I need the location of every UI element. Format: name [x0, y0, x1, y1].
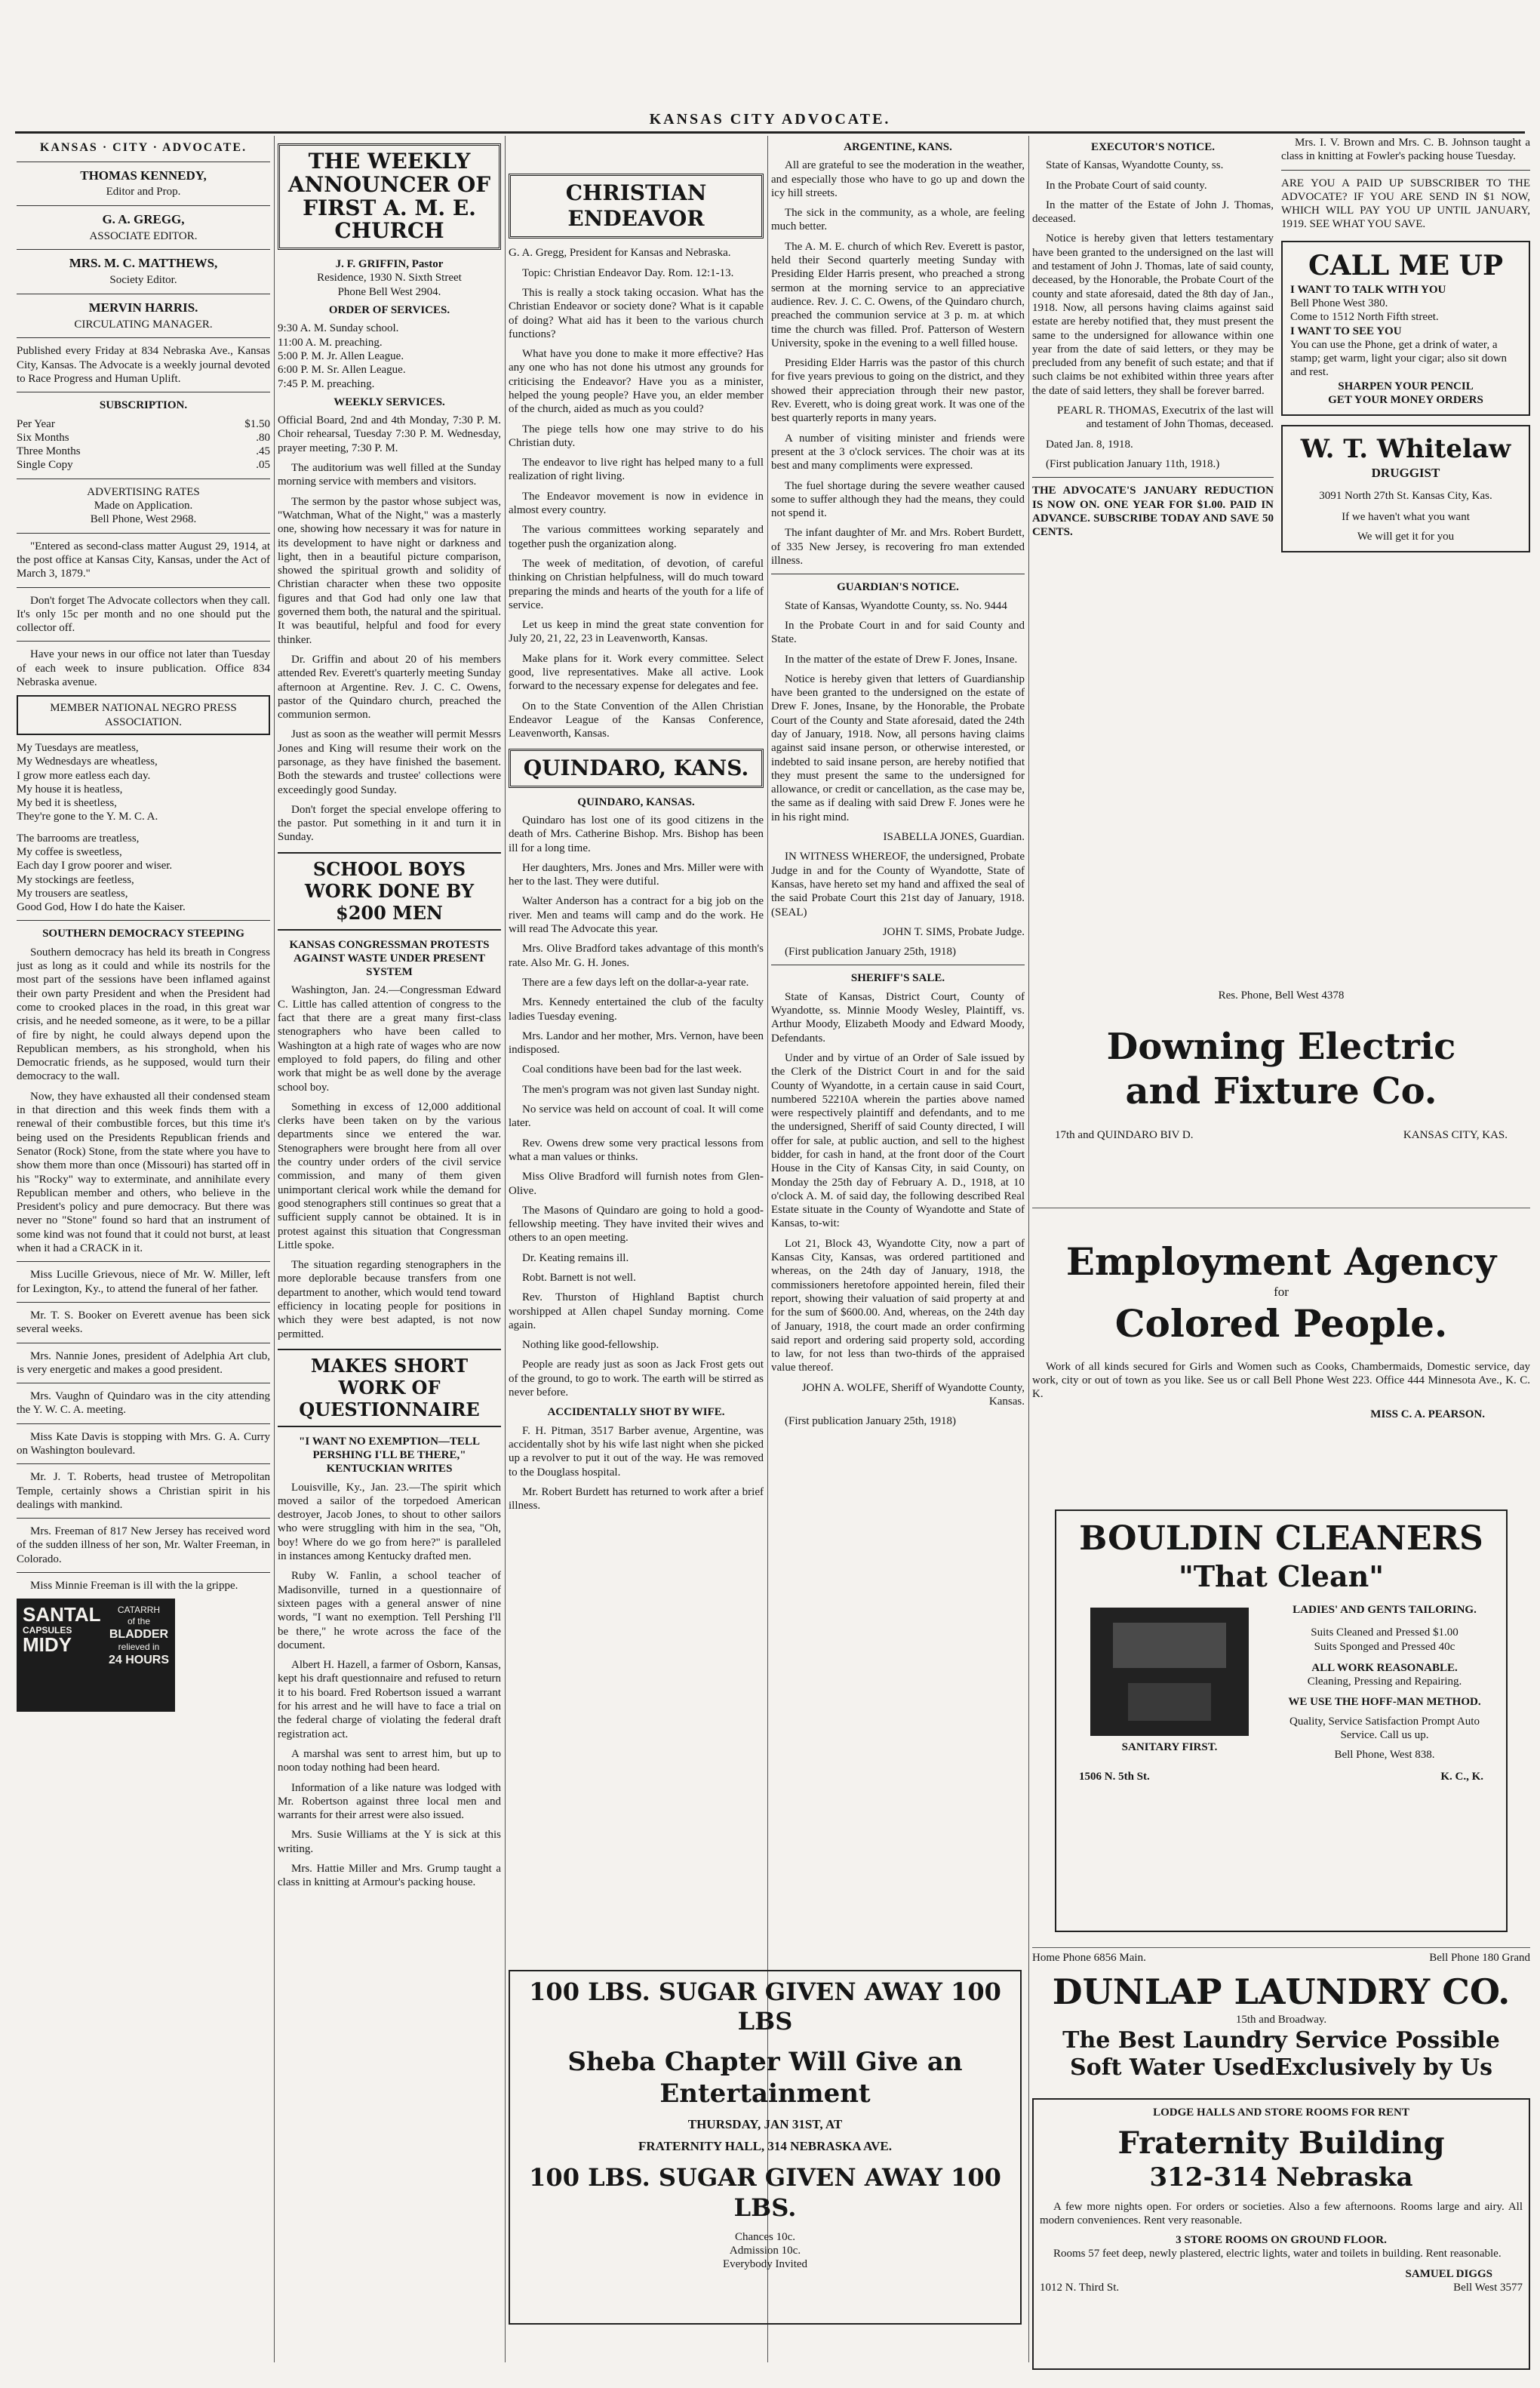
call-me-up-ad: CALL ME UP I WANT TO TALK WITH YOU Bell Phone West 380. Come to 1512 North Fifth street. I WANT TO SEE YOU You can use the Phone, get a drink of water, a stamp; get warm, light your cigar; also sit down and rest. SHARPEN YOUR PENCIL GET YOUR MONEY ORDERS	[1281, 241, 1530, 417]
questionnaire-para: Mrs. Susie Williams at the Y is sick at this writing.	[278, 1829, 501, 1855]
accident-text: F. H. Pitman, 3517 Barber avenue, Argentine, was accidentally shot by his wife last night when she picked up a revolver to put it out of the way. He was removed to the Douglass hospital.	[509, 1424, 764, 1479]
argentine-para: The sick in the community, as a whole, are feeling much better.	[771, 207, 1025, 233]
santal-midy-ad: SANTAL CAPSULES MIDY CATARRH of the BLADDER relieved in 24 HOURS	[17, 1599, 175, 1712]
fraternity-building-ad: LODGE HALLS AND STORE ROOMS FOR RENT Fraternity Building 312-314 Nebraska A few more nights open. For orders or societies. Also a few afternoons. Rooms large and airy. All modern conveniences. Rent very reasonable. 3 STORE ROOMS ON GROUND FLOOR. Rooms 57 feet deep, newly plastered, electric lights, water and toilets in building. Rent reasonable. SAMUEL DIGGS 1012 N. Third St. Bell West 3577	[1032, 2098, 1530, 2370]
subscription-row: Three Months .45	[17, 445, 270, 458]
questionnaire-para: A marshal was sent to arrest him, but up to noon today nothing had been heard.	[278, 1747, 501, 1774]
announcer-para: The auditorium was well filled at the Sunday morning service with members and visitors.	[278, 462, 501, 488]
quindaro-para: There are a few days left on the dollar-a-year rate.	[522, 976, 749, 989]
published-notice: Published every Friday at 834 Nebraska Ave., Kansas City, Kansas. The Advocate is a weekly journal devoted to Race Progress and Human Uplift.	[17, 345, 270, 385]
judge-signature: JOHN T. SIMS, Probate Judge.	[882, 925, 1025, 938]
dunlap-laundry-ad: Home Phone 6856 Main. Bell Phone 180 Grand DUNLAP LAUNDRY CO. 15th and Broadway. The Best Laundry Service Possible Soft Water UsedExclusively by Us	[1032, 1947, 1530, 2084]
column-rule	[274, 136, 275, 2362]
argentine-para: The A. M. E. church of which Rev. Everett is pastor, held their Second quarterly meeting Sunday with Presiding Elder Harris present, who preached a strong sermon at the morning service to an appreciative audience. Rev. J. C. C. Owens, of the Quindaro church, preached the communion service at 3 p. m. at which time the church was filled. Prof. Patterson of Western University, spoke in the evening to a well filled house.	[771, 240, 1025, 349]
news-item: Mr. J. T. Roberts, head trustee of Metropolitan Temple, certainly shows a Christian spirit in his dealings with mankind.	[17, 1471, 270, 1511]
ce-para: The various committees working separately and together push the organization along.	[509, 524, 764, 550]
ce-para: The endeavor to live right has helped many to a full realization of right living.	[509, 457, 764, 483]
questionnaire-subhead: "I WANT NO EXEMPTION—TELL PERSHING I'LL BE THERE," KENTUCKIAN WRITES	[299, 1435, 480, 1476]
argentine-headline: ARGENTINE, KANS.	[844, 141, 952, 153]
staff-4: MERVIN HARRIS. CIRCULATING MANAGER.	[74, 300, 213, 331]
quindaro-title: QUINDARO, KANS.	[509, 749, 764, 788]
quindaro-para: Her daughters, Mrs. Jones and Mrs. Miller were with her to the last. They were dutiful.	[509, 861, 764, 888]
staff-2: G. A. GREGG, ASSOCIATE EDITOR.	[89, 211, 198, 242]
weekly-services-text: Official Board, 2nd and 4th Monday, 7:30 P. M. Choir rehearsal, Tuesday 7:30 P. M. Wednesday, prayer meeting, 7:30 P. M.	[278, 414, 501, 454]
whitelaw-ad: W. T. Whitelaw DRUGGIST 3091 North 27th St. Kansas City, Kas. If we haven't what you want We will get it for you	[1281, 425, 1530, 552]
column-1	[17, 136, 270, 2370]
ce-para: What have you done to make it more effective? Has any one who has not done his utmost any grounds for criticising the Endeavor? Have you as a minister, helped the young people? Have you, an elder member of the church, aided as much as you could?	[509, 348, 764, 416]
entered-notice: "Entered as second-class matter August 29, 1914, at the post office at Kansas City, Kansas, under the Act of March 3, 1879."	[17, 540, 270, 580]
argentine-para: The fuel shortage during the severe weather caused some to suffer although they had the means, they could not spend it.	[771, 479, 1025, 520]
quindaro-para: Mrs. Landor and her mother, Mrs. Vernon, have been indisposed.	[509, 1029, 764, 1057]
christian-endeavor-title: CHRISTIAN ENDEAVOR	[509, 174, 764, 238]
kansas-para: Washington, Jan. 24.—Congressman Edward C. Little has called attention of congress to the fact that there are a great many first-class stenographers who have been called to Washington at a high rate of wages who are now employed to fold papers, do filing and other work that might be as well done by the average school boy.	[278, 984, 501, 1094]
questionnaire-para: Mrs. Hattie Miller and Mrs. Grump taught a class in knitting at Armour's packing house.	[278, 1862, 501, 1889]
news-item: Mrs. Freeman of 817 New Jersey has received word of the sudden illness of her son, Mr. Walter Freeman, in Colorado.	[17, 1525, 270, 1565]
services-list: 9:30 A. M. Sunday school. 11:00 A. M. preaching. 5:00 P. M. Jr. Allen League. 6:00 P. M. Sr. Allen League. 7:45 P. M. preaching.	[278, 322, 406, 390]
quindaro-para: The men's program was not given last Sunday night.	[522, 1083, 760, 1096]
collectors-notice: Don't forget The Advocate collectors when they call. It's only 15c per month and no one should put the collector off.	[17, 594, 270, 635]
order-of-services: ORDER OF SERVICES.	[328, 304, 450, 317]
executor-date: Dated Jan. 8, 1918.	[1046, 438, 1133, 451]
executor-signature: PEARL R. THOMAS, Executrix of the last will and testament of John Thomas, deceased.	[1056, 405, 1274, 431]
quindaro-para: Mrs. Kennedy entertained the club of the faculty ladies Tuesday evening.	[509, 996, 764, 1023]
pressing-machine-illustration: SANITARY FIRST.	[1064, 1603, 1275, 1762]
announcer-para: Dr. Griffin and about 20 of his members attended Rev. Everett's quarterly meeting Sunday afternoon at Argentine. Rev. J. C. C. Owens, pastor of the Quindaro church, preached the communion sermon.	[278, 653, 501, 722]
executor-para: In the Probate Court of said county.	[1046, 179, 1207, 192]
announcer-title: THE WEEKLY ANNOUNCER OF FIRST A. M. E. CHURCH	[278, 143, 501, 250]
executor-para: Notice is hereby given that letters testamentary have been granted to the undersigned on the last will and testament of John J. Thomas, late of said county, deceased, by the Honorable, the Probate Court of the county and state aforesaid, dated the 8th day of Jan., 1918. Now, all persons having claims against said estate are hereby notified that, they must present the same to the undersigned for allowance within one year from the date of said letters, or they may be precluded from any benefit of such estate; and that if such claims be not exhibited within three years after the date of said letters, they shall be forever barred.	[1032, 232, 1274, 397]
executor-para: State of Kansas, Wyandotte County, ss.	[1046, 159, 1224, 172]
quindaro-para: Quindaro has lost one of its good citizens in the death of Mrs. Catherine Bishop. Mrs. Bishop has been ill for a long time.	[509, 814, 764, 854]
sheriff-para: State of Kansas, District Court, County of Wyandotte, ss. Minnie Moody Wesley, Plaintiff, vs. Arthur Moody, Elizabeth Moody and Edward Moody, Defendants.	[771, 990, 1025, 1045]
ce-topic: Topic: Christian Endeavor Day. Rom. 12:1-13.	[522, 266, 734, 279]
sheriff-signature: JOHN A. WOLFE, Sheriff of Wyandotte County, Kansas.	[801, 1381, 1025, 1408]
quindaro-para: Coal conditions have been bad for the last week.	[522, 1063, 742, 1076]
news-item: Miss Lucille Grievous, niece of Mr. W. Miller, left for Lexington, Ky., to attend the funeral of her father.	[17, 1269, 270, 1295]
questionnaire-para: Louisville, Ky., Jan. 23.—The spirit which moved a sailor of the torpedoed American destroyer, Jacob Jones, to shout to other sailors who were struggling with him in the sea, "Oh, boy! Where do we go from here?" is paralleled in instances among Kentucky drafted men.	[278, 1481, 501, 1563]
quindaro-dateline: QUINDARO, KANSAS.	[577, 795, 695, 808]
executor-publication: (First publication January 11th, 1918.)	[1046, 457, 1220, 470]
questionnaire-headline: MAKES SHORT WORK OF QUESTIONNAIRE	[278, 1349, 501, 1427]
news-item: Mrs. Vaughn of Quindaro was in the city attending the Y. W. C. A. meeting.	[17, 1390, 270, 1417]
kansas-subhead: KANSAS CONGRESSMAN PROTESTS AGAINST WASTE UNDER PRESENT SYSTEM	[289, 938, 490, 979]
sugar-entertainment-ad: 100 LBS. SUGAR GIVEN AWAY 100 LBS Sheba Chapter Will Give an Entertainment THURSDAY, JAN 31ST, AT FRATERNITY HALL, 314 NEBRASKA AVE. 100 LBS. SUGAR GIVEN AWAY 100 LBS. Chances 10c. Admission 10c. Everybody Invited	[509, 1970, 1022, 2325]
quindaro-para: Dr. Keating remains ill.	[522, 1251, 629, 1264]
quindaro-para: Miss Olive Bradford will furnish notes from Glen-Olive.	[509, 1171, 764, 1197]
executor-headline: EXECUTOR'S NOTICE.	[1091, 141, 1215, 153]
masthead: KANSAS CITY ADVOCATE.	[15, 110, 1525, 134]
quindaro-para: No service was held on account of coal. It will come later.	[509, 1103, 764, 1130]
ce-para: The Endeavor movement is now in evidence in almost every country.	[509, 490, 764, 517]
employment-agency-ad: Employment Agency for Colored People. Work of all kinds secured for Girls and Women such as Cooks, Chambermaids, Domestic service, day work, city or out of town as you like. See us or call Bell Phone West 223. Office 444 Minnesota Ave., K. C. K. MISS C. A. PEARSON.	[1032, 1208, 1530, 1503]
sheriff-para: Under and by virtue of an Order of Sale issued by the Clerk of the District Court in and for the said County of Wyandotte, in a certain cause in said Court, numbered 52210A wherein the parties above named were respectively plaintiff and defendants, and to me the undersigned, Sheriff of said County directed, I will offer for sale, at public auction, and sell to the highest bidder, for cash in hand, at the front door of the Court House in the City of Kansas City, in said County, on Monday the 25th day of February A. D., 1918, at 10 o'clock A. M. of said day, the following described Real Estate situate in the County of Wyandotte and State of Kansas, to-wit:	[771, 1051, 1025, 1230]
quindaro-para: People are ready just as soon as Jack Frost gets out of the ground, to go to work. The earth will be stirred as never before.	[509, 1359, 764, 1399]
knitting-item: Mrs. I. V. Brown and Mrs. C. B. Johnson taught a class in knitting at Fowler's packing house Tuesday.	[1281, 137, 1530, 163]
argentine-para: A number of visiting minister and friends were present at the 3 o'clock services. The choir was at its best and many compliments were expressed.	[771, 432, 1025, 472]
pastor-info: J. F. GRIFFIN, Pastor Residence, 1930 N. Sixth Street Phone Bell West 2904.	[317, 258, 462, 298]
news-item: Mr. T. S. Booker on Everett avenue has been sick several weeks.	[17, 1309, 270, 1336]
ce-para: This is really a stock taking occasion. What has the Christian Endeavor or society done? What is it capable of doing? What aid has it been to the various church functions?	[509, 286, 764, 340]
staff-1: THOMAS KENNEDY, Editor and Prop.	[80, 168, 207, 198]
paper-title: KANSAS · CITY · ADVOCATE.	[39, 141, 247, 154]
sheriff-publication: (First publication January 25th, 1918)	[785, 1415, 957, 1428]
column-3	[509, 136, 764, 1540]
column-4	[771, 136, 1025, 1540]
guardian-para: In the matter of the estate of Drew F. Jones, Insane.	[785, 653, 1018, 666]
sheriff-para: Lot 21, Block 43, Wyandotte City, now a part of Kansas City, Kansas, was ordered partitioned and whereas, on the 24th day of January, 1918, the commissioners heretofore appointed herein, filed their report, showing their valuation of said property at and for the sum of $600.00. And, whereas, on the 24th day of January, 1918, the court made an order confirming said report and ordering said property sold, according to law, for not less than two-thirds of the appraised value thereof.	[771, 1237, 1025, 1374]
guardian-para: In the Probate Court in and for said County and State.	[771, 619, 1025, 646]
rate-reduction-notice: THE ADVOCATE'S JANUARY REDUCTION IS NOW ON. ONE YEAR FOR $1.00. PAID IN ADVANCE. SUBSCRIBE TODAY AND SAVE 50 CENTS.	[1032, 485, 1274, 539]
executor-para: In the matter of the Estate of John J. Thomas, deceased.	[1032, 198, 1274, 226]
subscription-row: Single Copy .05	[17, 459, 270, 472]
news-item: Miss Minnie Freeman is ill with the la grippe.	[30, 1580, 238, 1593]
downing-electric-ad: Res. Phone, Bell West 4378 Downing Electric and Fixture Co. 17th and QUINDARO BIV D. KANSAS CITY, KAS.	[1055, 989, 1508, 1142]
column-5	[1032, 136, 1274, 989]
staff-3: MRS. M. C. MATTHEWS, Society Editor.	[69, 256, 218, 287]
announcer-para: Just as soon as the weather will permit Messrs Jones and King will resume their work on the parsonage, as they have finished the basement. Both the stewards and trustee' collections were exceedingly good Sunday.	[278, 728, 501, 796]
kansas-para: Something in excess of 12,000 additional clerks have been taken on by the various departments since we entered the war. Stenographers were brought here from all over the country under orders of the civil service commission, and many of them given unimportant clerical work while the demand for good stenographers still continues so great that a sufficient supply cannot be obtained. It is in protest against this situation that Congressman Little spoke.	[278, 1100, 501, 1251]
ad-rates: ADVERTISING RATES Made on Application. Bell Phone, West 2968.	[87, 485, 200, 526]
questionnaire-para: Albert H. Hazell, a farmer of Osborn, Kansas, kept his draft questionnaire and refused to return it to his board. Fred Robertson issued a warrant for his arrest and he will have to face a trial on the federal charge of violating the federal draft registration act.	[278, 1659, 501, 1740]
ce-para: The week of meditation, of devotion, of careful thinking on Christian helpfulness, will do much toward preparing the minds and hearts of the youth for a life of service.	[509, 557, 764, 611]
subscription-head: SUBSCRIPTION.	[99, 399, 188, 412]
poem-treatless: The barrooms are treatless, My coffee is sweetless, Each day I grow poorer and wiser. My stockings are feetless, My trousers are seatless, Good God, How I do hate the Kaiser.	[17, 832, 186, 914]
guardian-headline: GUARDIAN'S NOTICE.	[837, 581, 959, 594]
column-6	[1281, 136, 1530, 989]
column-rule	[505, 136, 506, 2362]
quindaro-para: Rev. Thurston of Highland Baptist church worshipped at Allen chapel Sunday morning. Come again.	[509, 1291, 764, 1331]
kansas-para: The situation regarding stenographers in the more deplorable because transfers from one department to another, which would tend toward efficiency in locating people for positions in which they were best adapted, is not now permitted.	[278, 1259, 501, 1340]
weekly-services: WEEKLY SERVICES.	[334, 395, 445, 408]
member-box: MEMBER NATIONAL NEGRO PRESS ASSOCIATION.	[17, 695, 270, 735]
schoolboys-headline: SCHOOL BOYS WORK DONE BY $200 MEN	[278, 852, 501, 931]
bouldin-cleaners-ad: BOULDIN CLEANERS "That Clean" SANITARY FIRST. LADIES' AND GENTS TAILORING. Suits Cleaned and Pressed $1.00 Suits Sponged and Pressed 40c ALL WORK REASONABLE. Cleaning, Pressing and Repairing. WE USE THE HOFF-MAN METHOD. Quality, Service Satisfaction Prompt Auto Service. Call us up. Bell Phone, West 838. 1506 N. 5th St. K. C., K.	[1055, 1509, 1508, 1932]
guardian-para: State of Kansas, Wyandotte County, ss. No. 9444	[785, 599, 1007, 612]
news-notice: Have your news in our office not later than Tuesday of each week to insure publication. Office 834 Nebraska avenue.	[17, 648, 270, 689]
announcer-para: Don't forget the special envelope offering to the pastor. Put something in it and turn it in Sunday.	[278, 803, 501, 844]
quindaro-para: Robt. Barnett is not well.	[522, 1271, 636, 1284]
questionnaire-para: Information of a like nature was lodged with Mr. Robertson against three local men and warrants for their arrest were also issued.	[278, 1781, 501, 1822]
quindaro-para: Nothing like good-fellowship.	[522, 1339, 659, 1352]
ce-para: The piege tells how one may strive to do his Christian duty.	[509, 423, 764, 449]
argentine-para: The infant daughter of Mr. and Mrs. Robert Burdett, of 335 New Jersey, is recovering fro man extended illness.	[771, 527, 1025, 568]
ce-para: Let us keep in mind the great state convention for July 20, 21, 22, 23 in Leavenworth, Kansas.	[509, 619, 764, 645]
guardian-para: IN WITNESS WHEREOF, the undersigned, Probate Judge in and for the County of Wyandotte, State of Kansas, have hereto set my hand and affixed the seal of the said Probate Court this 21st day of January, 1918. (SEAL)	[771, 851, 1025, 919]
argentine-para: Presiding Elder Harris was the pastor of this church for five years previous to going on the district, and they showed their appreciation through their new pastor, Rev. Everett, who is doing great work. It was one of the best quarterly reports in many years.	[771, 357, 1025, 425]
quindaro-para: Walter Anderson has a contract for a big job on the river. Men and teams will camp and do the work. He will read The Advocate this year.	[509, 895, 764, 936]
column-rule	[1028, 136, 1029, 2362]
quindaro-para: The Masons of Quindaro are going to hold a good-fellowship meeting. They have invited their wives and others to an open meeting.	[509, 1204, 764, 1245]
subscription-row: Six Months .80	[17, 431, 270, 444]
ce-para: Make plans for it. Work every committee. Select good, live representatives. Make all active. Look forward to the necessary expense for delegates and fee.	[509, 652, 764, 693]
news-item: Miss Kate Davis is stopping with Mrs. G. A. Curry on Washington boulevard.	[17, 1430, 270, 1457]
news-item: Mrs. Nannie Jones, president of Adelphia Art club, is very energetic and makes a good president.	[17, 1349, 270, 1376]
guardian-signature: ISABELLA JONES, Guardian.	[883, 831, 1025, 844]
questionnaire-para: Ruby W. Fanlin, a school teacher of Madisonville, turned in a questionnaire of sixteen pages with a general answer of nine words, "I want no exemption. Tell Pershing I'll be there," he wrote across the face of the document.	[278, 1570, 501, 1651]
quindaro-para: Mrs. Olive Bradford takes advantage of this month's rate. Also Mr. G. H. Jones.	[509, 943, 764, 969]
poem-meatless: My Tuesdays are meatless, My Wednesdays are wheatless, I grow more eatless each day. My house it is heatless, My bed it is sheetless, They're gone to the Y. M. C. A.	[17, 741, 158, 823]
subscription-row: Per Year $1.50	[17, 417, 270, 430]
guardian-publication: (First publication January 25th, 1918)	[785, 946, 957, 959]
guardian-para: Notice is hereby given that letters of Guardianship have been granted to the undersigned on the estate of Drew F. Jones, Insane, by the Honorable, the Probate Court of the County and State aforesaid, dated the 24th day of January, 1918. Now, all persons having claims against said insane person, or otherwise interested, or indebted to said insane person, are hereby notified that they must present the same to the undersigned for allowance, or credit or cancellation, as the case may be, the same as if dealing with said Drew F. Jones were he in his right mind.	[771, 672, 1025, 823]
announcer-para: The sermon by the pastor whose subject was, "Watchman, What of the Night," was a masterly one, showing how necessary it was for nature in its development to have night or darkness and light, then in a beautiful picture comparison, showed the spiritual growth and solidity of Christian character when these two opposite figures and that God had only one law that governed them both, the natural and the spiritual. It was beautiful, helpful and food for every thinker.	[278, 495, 501, 646]
sheriff-headline: SHERIFF'S SALE.	[850, 972, 945, 985]
ce-para: On to the State Convention of the Allen Christian Endeavor League of the Kansas Conference, Leavenworth, Kansas.	[509, 700, 764, 740]
ce-president: G. A. Gregg, President for Kansas and Nebraska.	[509, 247, 731, 260]
column-2	[278, 136, 501, 2370]
argentine-para: All are grateful to see the moderation in the weather, and especially those who have to go up and down the icy hill streets.	[771, 159, 1025, 199]
paid-up-notice: ARE YOU A PAID UP SUBSCRIBER TO THE ADVOCATE? IF YOU ARE SEND IN $1 NOW, WHICH WILL PAY YOU UP UNTIL JANUARY, 1919. SEE WHAT YOU SAVE.	[1281, 177, 1530, 231]
democracy-headline: SOUTHERN DEMOCRACY STEEPING	[42, 928, 244, 940]
accident-headline: ACCIDENTALLY SHOT BY WIFE.	[547, 1406, 725, 1419]
burdett-item: Mr. Robert Burdett has returned to work after a brief illness.	[509, 1485, 764, 1513]
democracy-text: Southern democracy has held its breath in Congress just as long as it could and while its nostrils for the most part of the sessions have been inflamed against their own party President and when the President had come to crooked places in the road, in this great war crisis, and he needed someone, as it were, to be a pillar of fire by night, he could always depend upon the Republican members, as his stronghold, when his Democratic friends, as he supposed, would turn their democracy to the wall.	[17, 946, 270, 1083]
democracy-text-2: Now, they have exhausted all their condensed steam in that direction and this week finds them with a renewal of their combustible forces, but this time it's being used on the Presidents Republican friends and Senator (Rock) Stone, from the state where you have to show them more than once (Missouri) has started off in his "Rocky" way to exterminate, and annihilate every Republican member and others, who believe in the President's policy and pure democracy. But there was never no "Stone" found so hard that an instrument of some kind was not found that it could not burst, at least when it had a CRACK in it.	[17, 1090, 270, 1255]
subscription-table	[17, 417, 270, 472]
quindaro-para: Rev. Owens drew some very practical lessons from what a man values or thinks.	[509, 1137, 764, 1163]
